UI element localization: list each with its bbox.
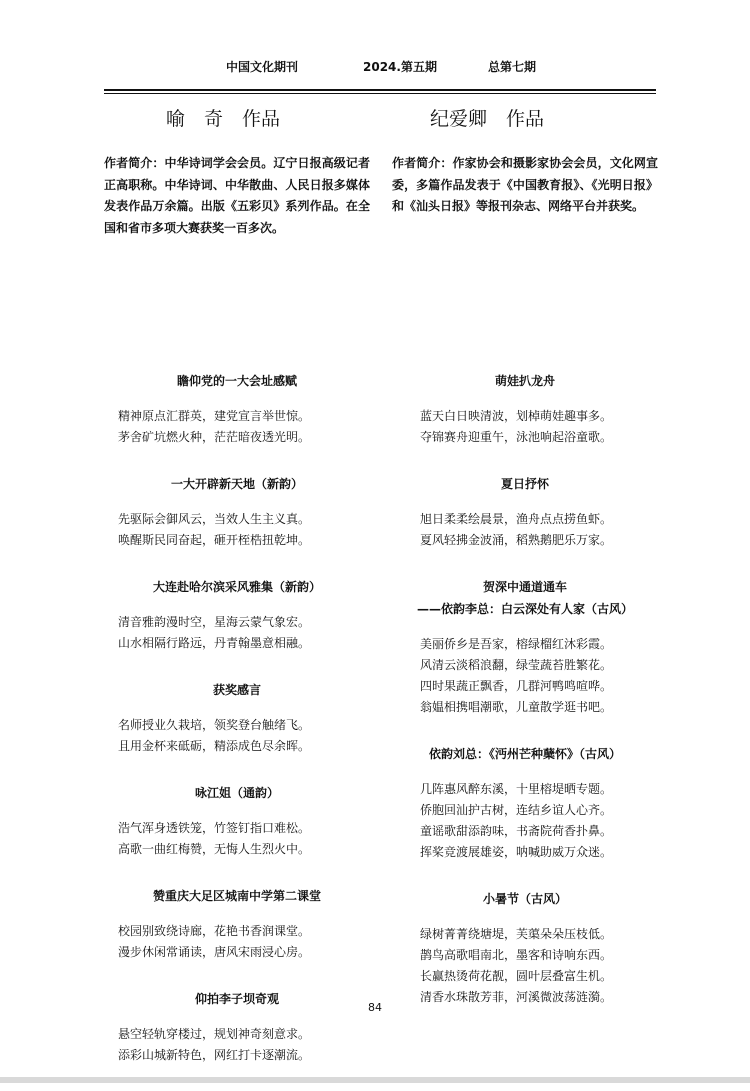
- poem-line: 挥桨竞渡展雄姿，呐喊助威万众迷。: [420, 845, 613, 859]
- poem: [392, 370, 658, 448]
- poem-line: 高歌一曲红梅赞，无悔人生烈火中。: [118, 842, 311, 856]
- poem-line: 翁媪相携唱潮歌，儿童散学逛书吧。: [420, 700, 613, 714]
- poem-line: 夏风轻拂金波涌，稻熟鹅肥乐万家。: [420, 533, 613, 547]
- poem-line: 山水相隔行路远，丹青翰墨意相融。: [118, 636, 311, 650]
- author-bio-right: 作者简介：作家协会和摄影家协会会员，文化网宣委，多篇作品发表于《中国教育报》、《光明日报》和《汕头日报》等报刊杂志、网络平台并获奖。: [392, 156, 658, 213]
- poem-line: 童谣歌甜添韵味，书斋院荷香扑鼻。: [420, 824, 613, 838]
- poem-line: 添彩山城新特色，网红打卡逐潮流。: [118, 1048, 311, 1062]
- poem-title: 咏江姐（通韵）: [194, 786, 279, 800]
- poem-list-left: [104, 370, 370, 1091]
- right-column: [392, 98, 658, 1004]
- poem-line: 四时果蔬正飘香，几群河鸭鸣喧哗。: [420, 679, 613, 693]
- author-title-right: 纪爱卿 作品: [430, 108, 545, 130]
- poem-title: 一大开辟新天地（新韵）: [170, 477, 303, 491]
- poem-title: 贺深中通道通车: [482, 580, 567, 594]
- poem-line: 精神原点汇群英，建党宣言举世惊。: [118, 409, 311, 423]
- poem-title: 萌娃扒龙舟: [494, 374, 555, 388]
- poem-line: 蓝天白日映清波，划棹萌娃趣事多。: [420, 409, 613, 423]
- author-bio-left: 作者简介：中华诗词学会会员。辽宁日报高级记者正高职称。中华诗词、中华散曲、人民日报多媒体发表作品万余篇。出版《五彩贝》系列作品。在全国和省市多项大赛获奖一百多次。: [104, 156, 370, 235]
- poem-line: 清香水珠散芳菲，河溪微波荡涟漪。: [420, 990, 613, 1004]
- poem: [104, 576, 370, 654]
- poem-title: 瞻仰党的一大会址感赋: [176, 374, 297, 388]
- poem: [104, 679, 370, 757]
- poem: [392, 576, 658, 718]
- poem-line: 长赢热烫荷花靓，圆叶层叠富生机。: [420, 969, 613, 983]
- page-bottom-edge: [0, 1077, 750, 1083]
- issue-number: 2024.第五期: [363, 60, 437, 74]
- poem-line: 美丽侨乡是吾家，榕绿榴红沐彩霞。: [420, 637, 613, 651]
- total-issue-number: 总第七期: [488, 60, 537, 74]
- poem-title: 大连赴哈尔滨采风雅集（新韵）: [152, 580, 321, 594]
- running-header: [0, 58, 750, 76]
- poem-subtitle: ——依韵李总：白云深处有人家（古风）: [416, 602, 633, 616]
- poem-line: 茅舍矿坑燃火种，茫茫暗夜透光明。: [118, 430, 311, 444]
- poem-title: 赞重庆大足区城南中学第二课堂: [152, 889, 321, 903]
- poem-line: 校园别致绕诗廊，花艳书香润课堂。: [118, 924, 311, 938]
- poem-line: 悬空轻轨穿楼过，规划神奇刻意求。: [118, 1027, 311, 1041]
- poem-line: 夺锦赛舟迎重午，泳池响起浴童歌。: [420, 430, 613, 444]
- poem-line: 浩气浑身透铁笼，竹签钉指口难松。: [118, 821, 311, 835]
- poem: [104, 370, 370, 448]
- poem-line: 先驱际会御风云，当效人生主义真。: [118, 512, 311, 526]
- poem-line: 名师授业久栽培，领奖登台触绪飞。: [118, 718, 311, 732]
- poem-line: 唤醒斯民同奋起，砸开桎梏扭乾坤。: [118, 533, 311, 547]
- header-rule-thin: [104, 93, 656, 94]
- header-rule-thick: [104, 89, 656, 91]
- poem-line: 漫步休闲常诵读，唐风宋雨浸心房。: [118, 945, 311, 959]
- poem: [392, 888, 658, 1008]
- poem-title: 小暑节（古风）: [482, 892, 567, 906]
- page-number: 84: [368, 1001, 382, 1014]
- left-column: [104, 98, 370, 1062]
- poem-line: 几阵惠风醉东溪，十里榕堤晒专题。: [420, 782, 613, 796]
- poem-line: 旭日柔柔绘晨景，渔舟点点捞鱼虾。: [420, 512, 613, 526]
- poem: [104, 473, 370, 551]
- journal-name: 中国文化期刊: [226, 60, 299, 74]
- poem-list-right: [392, 370, 658, 1033]
- poem-title: 仰拍李子坝奇观: [194, 992, 279, 1006]
- poem-line: 清音雅韵漫时空，星海云蒙气象宏。: [118, 615, 311, 629]
- poem-line: 风清云淡稻浪翻，绿莹蔬苔胜繁花。: [420, 658, 613, 672]
- poem-title: 获奖感言: [212, 683, 261, 697]
- poem-line: 侨胞回汕护古树，连结乡谊人心齐。: [420, 803, 613, 817]
- author-title-left: 喻 奇 作品: [166, 108, 281, 130]
- poem: [392, 743, 658, 863]
- poem: [104, 988, 370, 1066]
- poem-title: 依韵刘总：《沔州芒种蘖怀》（古风）: [428, 747, 621, 761]
- poem-line: 绿树菁菁绕塘堤，芙蕖朵朵压枝低。: [420, 927, 613, 941]
- poem-line: 鹊鸟高歌唱南北，墨客和诗响东西。: [420, 948, 613, 962]
- poem-line: 且用金杯来砥砺，精添成色尽余晖。: [118, 739, 311, 753]
- poem: [104, 782, 370, 860]
- poem-title: 夏日抒怀: [500, 477, 549, 491]
- poem: [392, 473, 658, 551]
- poem: [104, 885, 370, 963]
